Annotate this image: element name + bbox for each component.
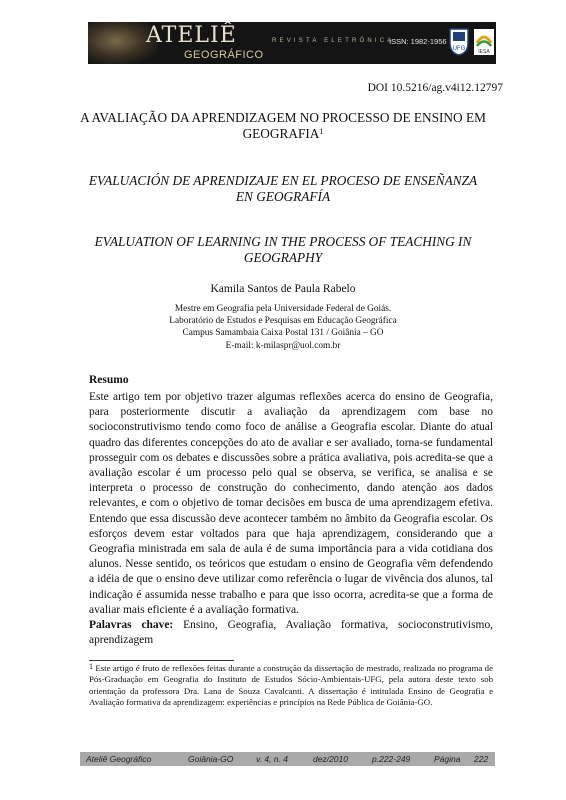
iesa-logo-icon: [473, 27, 495, 57]
keywords-text: Ensino, Geografia, Avaliação formativa, socioconstrutivismo, aprendizagem: [89, 619, 494, 647]
abstract-text: Este artigo tem por objetivo trazer algumas reflexões acerca do ensino de Geografia, para posteriormente discutir a avaliação da aprendizagem com base no socioconstrutivismo tendo como foco de análise a Geografia escolar. Diante do atual quadro das diferentes concepções do ato de avaliar e ser avaliado, torna-se fundamental prosseguir com os debates e discussões sobre a prática avaliativa, pois acredita-se que a avaliação escolar é um processo pelo qual se observa, se verifica, se analisa e se interpreta o processo de construção do conhecimento, dando atenção aos dados relevantes, e com o objetivo de tomar decisões em busca de uma aprendizagem efetiva. Entendo que essa discussão deve acontecer também no âmbito da Geografia escolar. Os esforços devem estar voltados para que haja aprendizagem, considerando que a Geografia ministrada em sala de aula é de suma importância para a vida cotidiana dos alunos. Nesse sentido, os teóricos que estudam o ensino de Geografia vêm defendendo a idéia de que o ensino deve utilizar como referência o lugar de vivência dos alunos, tal indicação é assumida nesse trabalho e para que isso ocorra, acredita-se que a forma de avaliar mais eficiente é a avaliação formativa.: [89, 391, 493, 616]
footnote-text: Este artigo é fruto de reflexões feitas durante a construção da dissertação de mestrado, realizada no programa de Pós-Graduação em Geografia do Instituto de Estudos Sócio-Ambientais-UFG, pela autora deste texto sob orientação da professora Dra. Lana de Souza Cavalcanti. A dissertação é intitulada Ensino de Geografia e Avaliação formativa da aprendizagem: experiências e princípios na Rede Pública de Goiânia-GO.: [89, 663, 493, 707]
svg-text:IESA: IESA: [478, 49, 490, 55]
abstract-heading: Resumo: [89, 374, 129, 386]
footer-date: dez/2010: [313, 754, 348, 764]
footer-page-number: 222: [474, 754, 489, 764]
page-footer: [80, 752, 495, 766]
author-email: E-mail: k-milaspr@uol.com.br: [225, 340, 341, 351]
footer-journal: Ateliê Geográfico: [86, 754, 152, 764]
author-affiliation: [0, 303, 566, 352]
author-name: Kamila Santos de Paula Rabelo: [210, 283, 356, 295]
revista-eletronica-label: REVISTA ELETRÔNICA: [272, 38, 395, 44]
affiliation-line: Campus Samambaia Caixa Postal 131 / Goiânia – GO: [182, 328, 384, 339]
footer-volume: v. 4, n. 4: [256, 754, 288, 764]
footnote-mark: 1: [89, 662, 93, 671]
svg-text:UFG: UFG: [452, 46, 466, 52]
footnote-divider: [89, 660, 234, 661]
abstract-body: [89, 390, 493, 648]
footnote-marker: 1: [319, 127, 324, 136]
title-spanish: EVALUACIÓN DE APRENDIZAJE EN EL PROCESO DE ENSEÑANZA EN GEOGRAFÍA: [88, 173, 478, 204]
journal-logo-subtitle: GEOGRÁFICO: [184, 49, 264, 61]
footnote: [89, 663, 493, 708]
title-english: EVALUATION OF LEARNING IN THE PROCESS OF TEACHING IN GEOGRAPHY: [94, 234, 472, 265]
footer-page-label: Página: [434, 754, 461, 764]
issn-label: ISSN: 1982-1956: [389, 37, 447, 46]
footer-pages: p.222-249: [372, 754, 411, 764]
affiliation-line: Laboratório de Estudos e Pesquisas em Educação Geográfica: [169, 316, 397, 327]
title-portuguese: [80, 110, 486, 142]
keywords-label: Palavras chave:: [89, 619, 174, 632]
title-portuguese-text: A AVALIAÇÃO DA APRENDIZAGEM NO PROCESSO DE ENSINO EM GEOGRAFIA: [80, 110, 486, 141]
journal-logo-title: ATELIÊ: [146, 23, 237, 48]
doi-label: DOI 10.5216/ag.v4i12.12797: [367, 82, 503, 94]
journal-header-banner: [88, 22, 496, 64]
ufg-logo-icon: [448, 27, 470, 57]
footer-city: Goiânia-GO: [188, 754, 234, 764]
affiliation-line: Mestre em Geografia pela Universidade Federal de Goiás.: [174, 304, 392, 314]
